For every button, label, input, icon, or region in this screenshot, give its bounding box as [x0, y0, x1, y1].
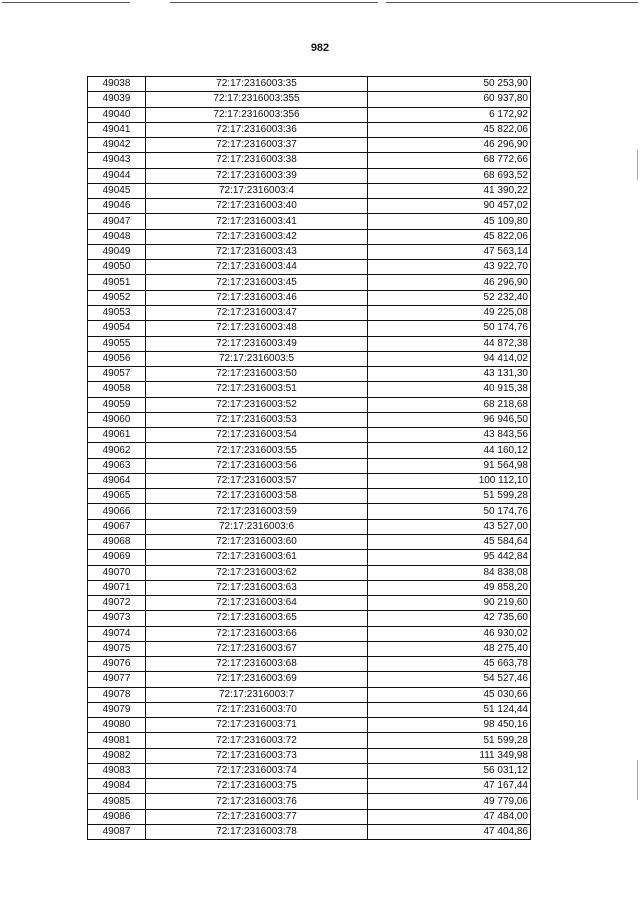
table-row: [88, 718, 531, 733]
cadastral-number: 72:17:2316003:62: [146, 565, 368, 580]
cadastral-number: 72:17:2316003:47: [146, 305, 368, 320]
cadastral-number: 72:17:2316003:63: [146, 580, 368, 595]
cadastral-number: 72:17:2316003:67: [146, 641, 368, 656]
cadastral-number: 72:17:2316003:58: [146, 489, 368, 504]
cadastral-number: 72:17:2316003:64: [146, 596, 368, 611]
cadastral-value: 68 772,66: [368, 153, 531, 168]
cadastral-value: 95 442,84: [368, 550, 531, 565]
cadastral-value: 45 822,06: [368, 122, 531, 137]
cadastral-number: 72:17:2316003:72: [146, 733, 368, 748]
table-row: [88, 305, 531, 320]
cadastral-number: 72:17:2316003:35: [146, 77, 368, 92]
row-number: 49045: [88, 183, 146, 198]
cadastral-value: 46 296,90: [368, 138, 531, 153]
cadastral-number: 72:17:2316003:69: [146, 672, 368, 687]
row-number: 49061: [88, 428, 146, 443]
cadastral-number: 72:17:2316003:39: [146, 168, 368, 183]
table-row: [88, 428, 531, 443]
row-number: 49057: [88, 367, 146, 382]
cadastral-number: 72:17:2316003:66: [146, 626, 368, 641]
row-number: 49048: [88, 229, 146, 244]
scan-edge-mark: [637, 150, 638, 180]
row-number: 49079: [88, 702, 146, 717]
cadastral-value: 56 031,12: [368, 763, 531, 778]
cadastral-value: 44 160,12: [368, 443, 531, 458]
cadastral-value: 45 030,66: [368, 687, 531, 702]
table-row: [88, 92, 531, 107]
table-row: [88, 794, 531, 809]
cadastral-value: 45 822,06: [368, 229, 531, 244]
cadastral-value: 51 599,28: [368, 489, 531, 504]
cadastral-number: 72:17:2316003:45: [146, 275, 368, 290]
table-row: [88, 580, 531, 595]
table-row: [88, 351, 531, 366]
row-number: 49064: [88, 473, 146, 488]
row-number: 49081: [88, 733, 146, 748]
top-rule-right: [386, 2, 638, 3]
row-number: 49068: [88, 534, 146, 549]
cadastral-value: 68 693,52: [368, 168, 531, 183]
table-row: [88, 138, 531, 153]
cadastral-number: 72:17:2316003:70: [146, 702, 368, 717]
table-row: [88, 458, 531, 473]
cadastral-number: 72:17:2316003:43: [146, 244, 368, 259]
cadastral-number: 72:17:2316003:52: [146, 397, 368, 412]
table-row: [88, 107, 531, 122]
cadastral-value: 40 915,38: [368, 382, 531, 397]
table-row: [88, 336, 531, 351]
table-row: [88, 489, 531, 504]
cadastral-number: 72:17:2316003:48: [146, 321, 368, 336]
cadastral-value: 50 174,76: [368, 321, 531, 336]
cadastral-value: 94 414,02: [368, 351, 531, 366]
table-row: [88, 534, 531, 549]
table-row: [88, 321, 531, 336]
scan-edge-mark: [637, 760, 638, 800]
cadastral-number: 72:17:2316003:60: [146, 534, 368, 549]
table-row: [88, 153, 531, 168]
cadastral-value: 43 131,30: [368, 367, 531, 382]
table-row: [88, 168, 531, 183]
table-row: [88, 260, 531, 275]
cadastral-value: 41 390,22: [368, 183, 531, 198]
cadastral-number: 72:17:2316003:38: [146, 153, 368, 168]
cadastral-number: 72:17:2316003:50: [146, 367, 368, 382]
row-number: 49076: [88, 657, 146, 672]
row-number: 49082: [88, 748, 146, 763]
cadastral-value: 46 296,90: [368, 275, 531, 290]
table-row: [88, 122, 531, 137]
cadastral-number: 72:17:2316003:57: [146, 473, 368, 488]
table-row: [88, 382, 531, 397]
cadastral-value: 6 172,92: [368, 107, 531, 122]
table-row: [88, 214, 531, 229]
cadastral-value: 50 253,90: [368, 77, 531, 92]
row-number: 49077: [88, 672, 146, 687]
cadastral-value: 48 275,40: [368, 641, 531, 656]
cadastral-number: 72:17:2316003:76: [146, 794, 368, 809]
row-number: 49044: [88, 168, 146, 183]
cadastral-number: 72:17:2316003:55: [146, 443, 368, 458]
cadastral-number: 72:17:2316003:41: [146, 214, 368, 229]
table-row: [88, 443, 531, 458]
cadastral-value: 68 218,68: [368, 397, 531, 412]
cadastral-number: 72:17:2316003:59: [146, 504, 368, 519]
row-number: 49087: [88, 825, 146, 840]
table-row: [88, 183, 531, 198]
row-number: 49053: [88, 305, 146, 320]
cadastral-number: 72:17:2316003:68: [146, 657, 368, 672]
table-row: [88, 626, 531, 641]
cadastral-value: 60 937,80: [368, 92, 531, 107]
cadastral-value: 96 946,50: [368, 412, 531, 427]
cadastral-value: 46 930,02: [368, 626, 531, 641]
row-number: 49040: [88, 107, 146, 122]
cadastral-number: 72:17:2316003:46: [146, 290, 368, 305]
row-number: 49039: [88, 92, 146, 107]
row-number: 49072: [88, 596, 146, 611]
row-number: 49066: [88, 504, 146, 519]
row-number: 49052: [88, 290, 146, 305]
table-row: [88, 657, 531, 672]
top-rule-middle: [170, 2, 378, 3]
cadastral-value: 43 527,00: [368, 519, 531, 534]
cadastral-value: 91 564,98: [368, 458, 531, 473]
row-number: 49038: [88, 77, 146, 92]
row-number: 49054: [88, 321, 146, 336]
row-number: 49050: [88, 260, 146, 275]
cadastral-number: 72:17:2316003:37: [146, 138, 368, 153]
row-number: 49069: [88, 550, 146, 565]
cadastral-value: 44 872,38: [368, 336, 531, 351]
table-row: [88, 825, 531, 840]
row-number: 49056: [88, 351, 146, 366]
table-row: [88, 504, 531, 519]
table-row: [88, 290, 531, 305]
table-row: [88, 672, 531, 687]
row-number: 49071: [88, 580, 146, 595]
row-number: 49084: [88, 779, 146, 794]
cadastral-number: 72:17:2316003:356: [146, 107, 368, 122]
cadastral-value: 84 838,08: [368, 565, 531, 580]
table-row: [88, 244, 531, 259]
row-number: 49070: [88, 565, 146, 580]
cadastral-value: 47 404,86: [368, 825, 531, 840]
cadastral-number: 72:17:2316003:49: [146, 336, 368, 351]
row-number: 49043: [88, 153, 146, 168]
row-number: 49055: [88, 336, 146, 351]
cadastral-value: 49 858,20: [368, 580, 531, 595]
cadastral-number: 72:17:2316003:75: [146, 779, 368, 794]
cadastral-number: 72:17:2316003:44: [146, 260, 368, 275]
cadastral-number: 72:17:2316003:54: [146, 428, 368, 443]
table-row: [88, 748, 531, 763]
table-row: [88, 809, 531, 824]
table-row: [88, 550, 531, 565]
cadastral-value: 111 349,98: [368, 748, 531, 763]
cadastral-number: 72:17:2316003:4: [146, 183, 368, 198]
cadastral-value-table: [87, 76, 531, 840]
cadastral-value: 52 232,40: [368, 290, 531, 305]
cadastral-value: 90 219,60: [368, 596, 531, 611]
cadastral-number: 72:17:2316003:77: [146, 809, 368, 824]
cadastral-value: 49 225,08: [368, 305, 531, 320]
table-row: [88, 687, 531, 702]
row-number: 49041: [88, 122, 146, 137]
row-number: 49059: [88, 397, 146, 412]
cadastral-value: 50 174,76: [368, 504, 531, 519]
table-row: [88, 733, 531, 748]
cadastral-value: 100 112,10: [368, 473, 531, 488]
cadastral-number: 72:17:2316003:71: [146, 718, 368, 733]
cadastral-value: 51 599,28: [368, 733, 531, 748]
table-row: [88, 611, 531, 626]
cadastral-number: 72:17:2316003:61: [146, 550, 368, 565]
row-number: 49047: [88, 214, 146, 229]
cadastral-number: 72:17:2316003:51: [146, 382, 368, 397]
row-number: 49042: [88, 138, 146, 153]
row-number: 49083: [88, 763, 146, 778]
row-number: 49075: [88, 641, 146, 656]
row-number: 49058: [88, 382, 146, 397]
table-row: [88, 779, 531, 794]
table-row: [88, 519, 531, 534]
row-number: 49067: [88, 519, 146, 534]
table-row: [88, 367, 531, 382]
table-body: [88, 77, 531, 840]
table-row: [88, 199, 531, 214]
cadastral-number: 72:17:2316003:42: [146, 229, 368, 244]
table-row: [88, 229, 531, 244]
row-number: 49049: [88, 244, 146, 259]
table-row: [88, 77, 531, 92]
cadastral-number: 72:17:2316003:73: [146, 748, 368, 763]
row-number: 49085: [88, 794, 146, 809]
row-number: 49051: [88, 275, 146, 290]
cadastral-number: 72:17:2316003:78: [146, 825, 368, 840]
table-row: [88, 702, 531, 717]
row-number: 49063: [88, 458, 146, 473]
page-number: 982: [310, 42, 330, 54]
cadastral-value: 45 584,64: [368, 534, 531, 549]
cadastral-value: 51 124,44: [368, 702, 531, 717]
cadastral-value: 45 663,78: [368, 657, 531, 672]
cadastral-value: 43 922,70: [368, 260, 531, 275]
cadastral-value: 43 843,56: [368, 428, 531, 443]
cadastral-number: 72:17:2316003:65: [146, 611, 368, 626]
cadastral-value: 42 735,60: [368, 611, 531, 626]
table-row: [88, 275, 531, 290]
cadastral-value: 47 563,14: [368, 244, 531, 259]
cadastral-number: 72:17:2316003:6: [146, 519, 368, 534]
table-row: [88, 763, 531, 778]
cadastral-value: 47 484,00: [368, 809, 531, 824]
cadastral-value: 47 167,44: [368, 779, 531, 794]
cadastral-number: 72:17:2316003:5: [146, 351, 368, 366]
row-number: 49062: [88, 443, 146, 458]
cadastral-number: 72:17:2316003:36: [146, 122, 368, 137]
row-number: 49046: [88, 199, 146, 214]
table-row: [88, 473, 531, 488]
cadastral-number: 72:17:2316003:56: [146, 458, 368, 473]
row-number: 49074: [88, 626, 146, 641]
cadastral-number: 72:17:2316003:7: [146, 687, 368, 702]
row-number: 49073: [88, 611, 146, 626]
top-rule-left: [2, 2, 130, 3]
cadastral-value: 98 450,16: [368, 718, 531, 733]
cadastral-value: 90 457,02: [368, 199, 531, 214]
cadastral-number: 72:17:2316003:74: [146, 763, 368, 778]
row-number: 49080: [88, 718, 146, 733]
cadastral-value: 45 109,80: [368, 214, 531, 229]
cadastral-value: 49 779,06: [368, 794, 531, 809]
row-number: 49065: [88, 489, 146, 504]
table-row: [88, 596, 531, 611]
cadastral-value: 54 527,46: [368, 672, 531, 687]
table-row: [88, 412, 531, 427]
row-number: 49086: [88, 809, 146, 824]
cadastral-number: 72:17:2316003:355: [146, 92, 368, 107]
table-row: [88, 565, 531, 580]
table-row: [88, 641, 531, 656]
row-number: 49078: [88, 687, 146, 702]
cadastral-number: 72:17:2316003:53: [146, 412, 368, 427]
cadastral-number: 72:17:2316003:40: [146, 199, 368, 214]
table-row: [88, 397, 531, 412]
row-number: 49060: [88, 412, 146, 427]
